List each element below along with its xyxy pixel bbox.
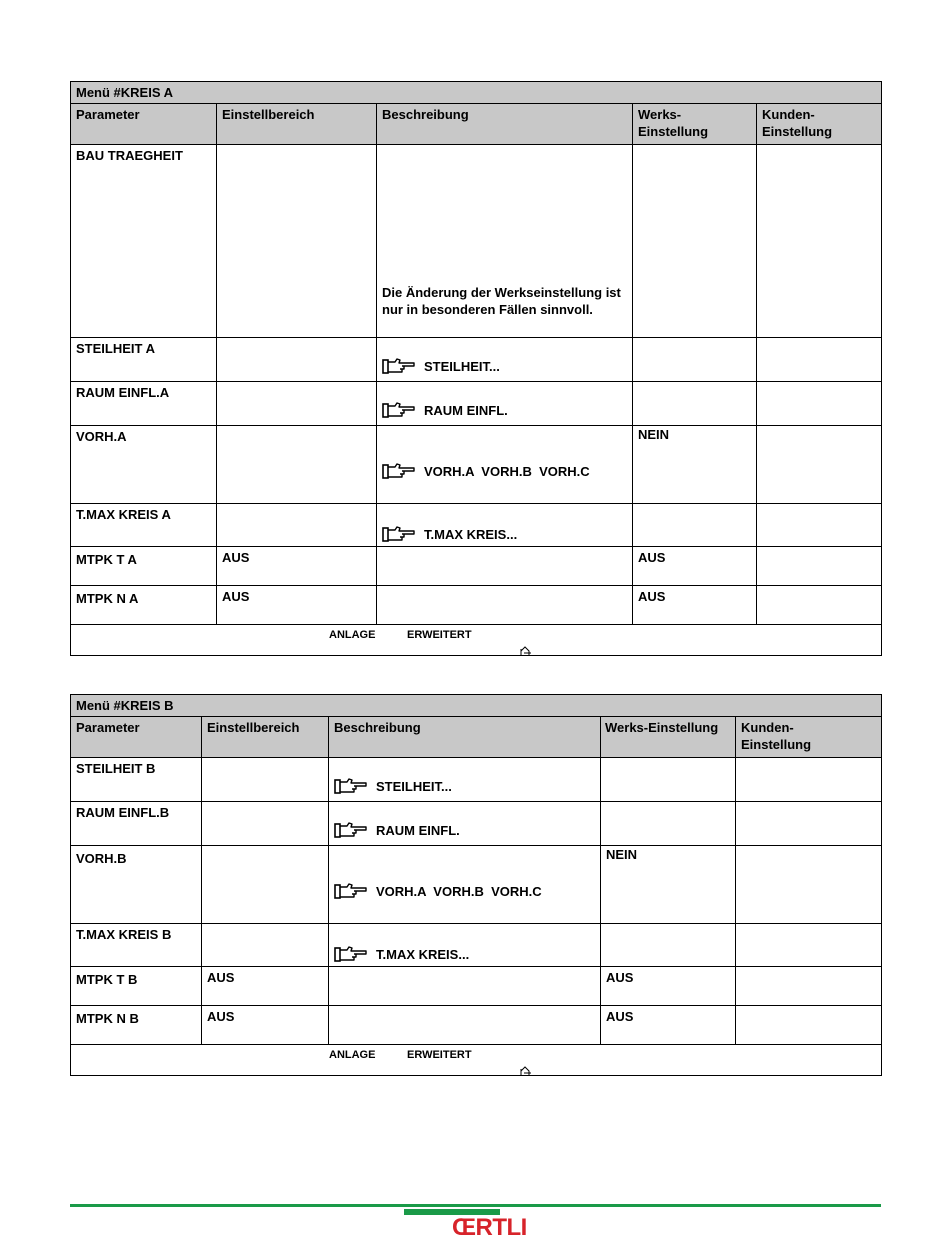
werks-cell	[633, 338, 757, 382]
navigation-row	[71, 1045, 882, 1076]
range-cell: AUS	[202, 1006, 329, 1045]
kunden-cell	[736, 1006, 882, 1045]
table-row	[71, 967, 882, 1006]
header-beschreibung: Beschreibung	[329, 717, 601, 758]
table-row	[71, 547, 882, 586]
werks-cell	[633, 145, 757, 338]
param-cell: BAU TRAEGHEIT	[71, 145, 217, 338]
werks-cell	[633, 382, 757, 426]
header-kunden: Kunden- Einstellung	[757, 104, 882, 145]
table-row	[71, 924, 882, 967]
kunden-cell	[757, 547, 882, 586]
kunden-cell	[757, 426, 882, 504]
header-row	[71, 104, 882, 145]
description-cell	[329, 802, 601, 846]
nav-erweitert-label: ERWEITERT	[407, 1049, 472, 1061]
kunden-cell	[757, 586, 882, 625]
header-beschreibung: Beschreibung	[377, 104, 633, 145]
description-cell	[377, 145, 633, 338]
kunden-cell	[757, 338, 882, 382]
pointing-hand-icon	[382, 462, 416, 480]
table-row	[71, 338, 882, 382]
reference-text: T.MAX KREIS...	[424, 526, 518, 542]
werks-cell	[601, 924, 736, 967]
kunden-cell	[757, 382, 882, 426]
nav-anlage-label: ANLAGE	[329, 629, 376, 641]
header-kunden: Kunden- Einstellung	[736, 717, 882, 758]
description-cell	[377, 586, 633, 625]
navigation-arrow-icon	[520, 1063, 532, 1073]
kunden-cell	[736, 802, 882, 846]
param-cell: MTPK T A	[71, 547, 217, 586]
werks-cell	[601, 758, 736, 802]
header-parameter: Parameter	[71, 717, 202, 758]
description-cell	[377, 504, 633, 547]
description-cell	[329, 758, 601, 802]
werks-cell: NEIN	[633, 426, 757, 504]
table-row	[71, 504, 882, 547]
param-cell: VORH.B	[71, 846, 202, 924]
reference	[334, 777, 595, 795]
description-cell	[329, 924, 601, 967]
pointing-hand-icon	[334, 945, 368, 963]
range-cell	[217, 338, 377, 382]
param-cell: MTPK N A	[71, 586, 217, 625]
reference	[382, 462, 627, 480]
werks-cell: AUS	[633, 586, 757, 625]
navigation-cell	[71, 625, 882, 656]
param-cell: T.MAX KREIS B	[71, 924, 202, 967]
oertli-logo: ŒRTLI	[452, 1214, 527, 1241]
werks-cell	[601, 802, 736, 846]
header-row	[71, 717, 882, 758]
menu-title: Menü #KREIS A	[71, 82, 882, 104]
reference-text: VORH.A VORH.B VORH.C	[376, 883, 542, 899]
param-cell: STEILHEIT A	[71, 338, 217, 382]
table-row	[71, 1006, 882, 1045]
pointing-hand-icon	[334, 777, 368, 795]
menu-title-row	[71, 82, 882, 104]
pointing-hand-icon	[382, 401, 416, 419]
header-einstellbereich: Einstellbereich	[202, 717, 329, 758]
param-cell: RAUM EINFL.B	[71, 802, 202, 846]
range-cell: AUS	[202, 967, 329, 1006]
menu-title-row	[71, 695, 882, 717]
reference	[334, 882, 595, 900]
table-row	[71, 802, 882, 846]
description-cell	[329, 1006, 601, 1045]
pointing-hand-icon	[334, 821, 368, 839]
nav-erweitert-label: ERWEITERT	[407, 629, 472, 641]
pointing-hand-icon	[382, 357, 416, 375]
range-cell	[217, 145, 377, 338]
param-cell: T.MAX KREIS A	[71, 504, 217, 547]
navigation-arrow-icon	[520, 643, 532, 653]
range-cell	[202, 758, 329, 802]
werks-cell: AUS	[601, 1006, 736, 1045]
reference-text: T.MAX KREIS...	[376, 946, 470, 962]
param-cell: VORH.A	[71, 426, 217, 504]
kunden-cell	[757, 145, 882, 338]
navigation-cell	[71, 1045, 882, 1076]
werks-cell: AUS	[633, 547, 757, 586]
range-cell	[217, 426, 377, 504]
kunden-cell	[736, 758, 882, 802]
werks-cell	[633, 504, 757, 547]
description-cell	[377, 426, 633, 504]
kunden-cell	[757, 504, 882, 547]
table-row	[71, 382, 882, 426]
header-parameter: Parameter	[71, 104, 217, 145]
description-note: Die Änderung der Werkseinstellung ist nur in besonderen Fällen sinnvoll.	[382, 285, 621, 317]
footer-divider	[70, 1204, 881, 1207]
werks-cell: NEIN	[601, 846, 736, 924]
menu-table-kreis-a	[70, 81, 882, 656]
reference	[382, 401, 627, 419]
menu-title: Menü #KREIS B	[71, 695, 882, 717]
table-row	[71, 426, 882, 504]
reference	[334, 945, 595, 963]
range-cell	[217, 382, 377, 426]
nav-anlage-label: ANLAGE	[329, 1049, 376, 1061]
description-cell	[377, 547, 633, 586]
header-einstellbereich: Einstellbereich	[217, 104, 377, 145]
kunden-cell	[736, 924, 882, 967]
reference	[382, 357, 627, 375]
reference-text: VORH.A VORH.B VORH.C	[424, 463, 590, 479]
table-row	[71, 145, 882, 338]
menu-table-kreis-b	[70, 694, 882, 1076]
reference-text: RAUM EINFL.	[424, 402, 508, 418]
pointing-hand-icon	[334, 882, 368, 900]
description-cell	[329, 846, 601, 924]
param-cell: STEILHEIT B	[71, 758, 202, 802]
description-cell	[377, 382, 633, 426]
header-werks: Werks-Einstellung	[601, 717, 736, 758]
werks-cell: AUS	[601, 967, 736, 1006]
param-cell: RAUM EINFL.A	[71, 382, 217, 426]
param-cell: MTPK T B	[71, 967, 202, 1006]
range-cell	[202, 802, 329, 846]
pointing-hand-icon	[382, 525, 416, 543]
kunden-cell	[736, 846, 882, 924]
range-cell	[202, 924, 329, 967]
reference-text: RAUM EINFL.	[376, 822, 460, 838]
reference-text: STEILHEIT...	[376, 778, 452, 794]
table-row	[71, 586, 882, 625]
param-cell: MTPK N B	[71, 1006, 202, 1045]
reference	[334, 821, 595, 839]
range-cell: AUS	[217, 547, 377, 586]
description-cell	[377, 338, 633, 382]
description-cell	[329, 967, 601, 1006]
table-row	[71, 846, 882, 924]
navigation-row	[71, 625, 882, 656]
header-werks: Werks- Einstellung	[633, 104, 757, 145]
range-cell	[217, 504, 377, 547]
range-cell	[202, 846, 329, 924]
reference-text: STEILHEIT...	[424, 358, 500, 374]
kunden-cell	[736, 967, 882, 1006]
table-row	[71, 758, 882, 802]
range-cell: AUS	[217, 586, 377, 625]
reference	[382, 525, 627, 543]
